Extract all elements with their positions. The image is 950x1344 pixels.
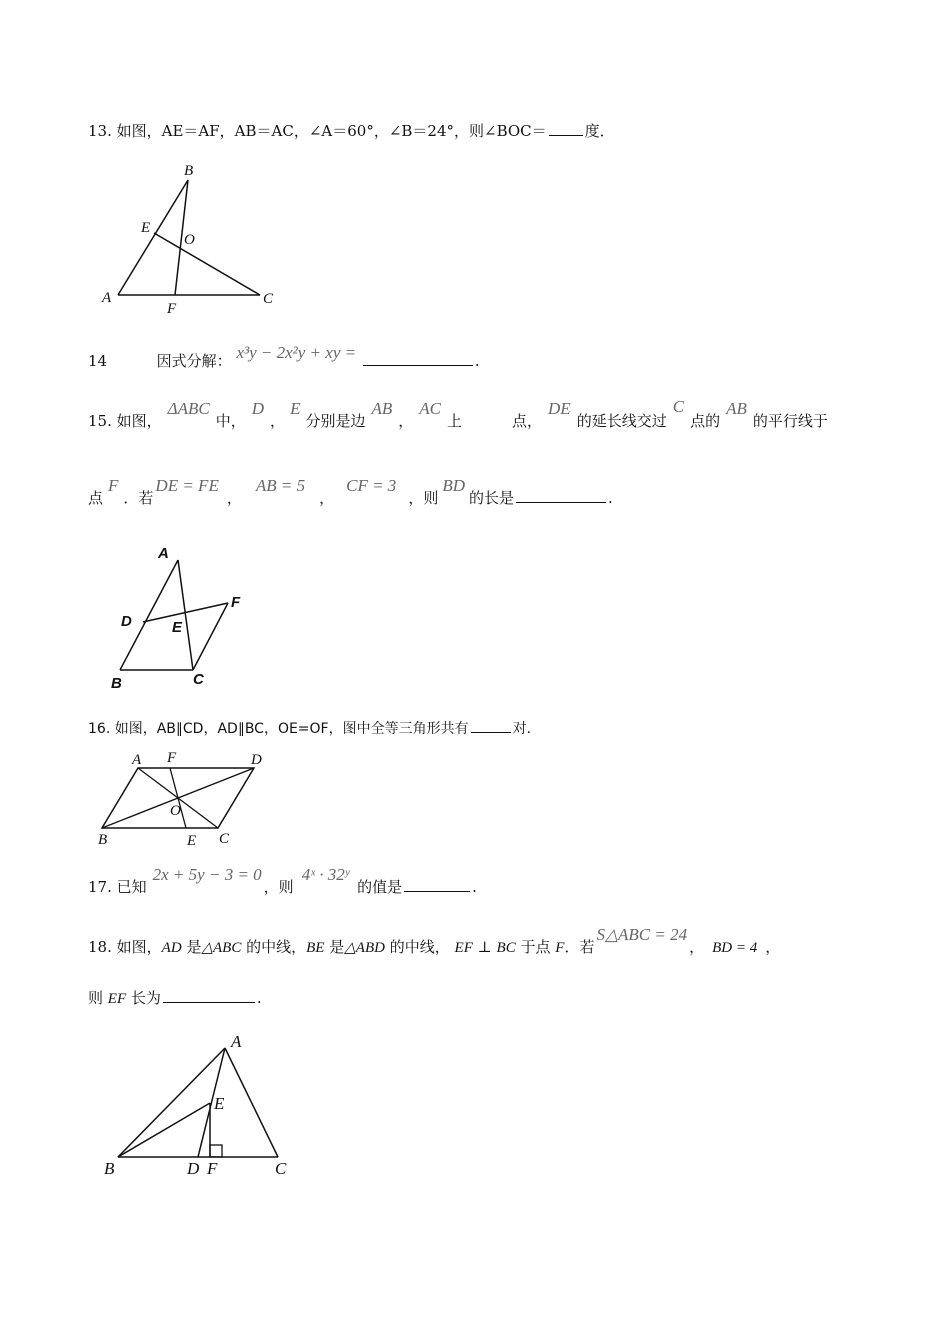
q14-body: 因式分解：: [156, 352, 232, 370]
q15-text-5: ，: [398, 412, 414, 430]
q17-suffix: .: [472, 878, 477, 896]
q15-text-11: 点: [88, 489, 104, 507]
q15-math-abc: ΔABC: [167, 399, 210, 418]
q15-label-d: D: [121, 613, 132, 630]
q13-body: 如图，AE＝AF，AB＝AC，∠A＝60°，∠B＝24°，则∠BOC＝: [116, 122, 547, 140]
q15-number: 15.: [88, 412, 112, 430]
q15-text-14: ，: [319, 489, 335, 507]
q16-label-e: E: [187, 833, 197, 849]
q15-text-13: ，: [226, 489, 242, 507]
q17-math-expression: 4ˣ · 32ʸ: [301, 865, 350, 884]
q16-body: 如图，AB∥CD，AD∥BC，OE=OF，图中全等三角形共有: [114, 721, 469, 737]
q18-bd: BD = 4: [712, 940, 758, 956]
q18-text-1: 如图，: [116, 938, 162, 956]
q13-label-e: E: [141, 220, 151, 236]
q15-math-ab5: AB = 5: [255, 476, 306, 495]
q15-math-c: C: [672, 397, 685, 416]
q17-text-3: 的值是: [357, 878, 403, 896]
q18-math-area: S△ABC = 24: [596, 925, 688, 944]
q18-tri-abd: △ABD: [344, 940, 385, 956]
q16-label-c: C: [219, 831, 230, 847]
q18-text-2: 是: [186, 938, 202, 956]
q15-label-a: A: [158, 545, 169, 562]
q18-label-b: B: [104, 1159, 115, 1178]
q18-text-9: ，: [765, 938, 781, 956]
q14-number: 14: [88, 352, 108, 370]
q15-text-10: 的平行线于: [752, 412, 828, 430]
q15-math-f: F: [108, 476, 119, 495]
q13-suffix: 度．: [584, 122, 615, 140]
q16-label-b: B: [98, 832, 108, 848]
q15-math-de-fe: DE = FE: [155, 476, 219, 495]
q16-label-f: F: [167, 750, 177, 766]
q17-math-equation: 2x + 5y − 3 = 0: [152, 865, 262, 884]
q15-math-d: D: [251, 399, 265, 418]
q16-label-d: D: [251, 752, 262, 768]
q15-text-6: 上: [447, 412, 463, 430]
q15-label-b: B: [111, 675, 122, 692]
q14-expression: x³y − 2x²y + xy =: [236, 343, 357, 362]
q13-label-f: F: [167, 301, 177, 317]
q15-text-4: 分别是边: [305, 412, 366, 430]
q15-math-e: E: [290, 399, 301, 418]
q18-perp: ⊥: [477, 938, 492, 956]
q18-ef: EF: [454, 940, 473, 956]
q15-math-ab: AB: [371, 399, 393, 418]
q15-label-c: C: [193, 671, 204, 688]
q18-text-6: 于点: [520, 938, 551, 956]
q18-be: BE: [306, 940, 325, 956]
q15-math-de: DE: [548, 399, 571, 418]
q15-math-ac: AC: [419, 399, 441, 418]
q16-number: 16.: [88, 721, 111, 737]
q17-text-1: 已知: [116, 878, 147, 896]
q18-ad: AD: [161, 940, 182, 956]
q15-math-bd: BD: [442, 476, 465, 495]
q16-suffix: 对.: [512, 721, 532, 737]
q14-suffix: .: [474, 352, 480, 370]
q15-text-3: ，: [270, 412, 286, 430]
q18-bc: BC: [496, 940, 516, 956]
q18-label-c: C: [275, 1159, 287, 1178]
q15-text-16: 的长是: [469, 489, 515, 507]
q17-text-2: ，则: [263, 878, 294, 896]
q18-label-f: F: [207, 1159, 218, 1178]
q15-text-1: 如图，: [116, 412, 162, 430]
q13-label-b: B: [184, 163, 194, 179]
q18-suffix: .: [256, 989, 262, 1007]
q18-ef-2: EF: [107, 991, 127, 1007]
q15-text-7: 点，: [512, 412, 543, 430]
q13-label-a: A: [102, 290, 112, 306]
q13-label-o: O: [184, 232, 195, 248]
q16-label-a: A: [132, 752, 142, 768]
q15-text-15: ，则: [408, 489, 439, 507]
q15-text-8: 的延长线交过: [576, 412, 667, 430]
q18-text-10: 则: [88, 989, 104, 1007]
q15-text-12: ．若: [123, 489, 154, 507]
q15-text-9: 点的: [690, 412, 721, 430]
q15-math-cf3: CF = 3: [346, 476, 397, 495]
q18-text-5: 的中线，: [389, 938, 450, 956]
q15-text-2: 中，: [215, 412, 246, 430]
q18-text-7: ．若: [564, 938, 595, 956]
q18-tri-abc: △ABC: [201, 940, 242, 956]
q18-text-3: 的中线，: [246, 938, 307, 956]
q13-label-c: C: [263, 291, 274, 307]
q18-f: F: [555, 940, 565, 956]
q18-label-e: E: [214, 1094, 225, 1113]
q18-text-8: ，: [689, 938, 705, 956]
q18-number: 18.: [88, 938, 112, 956]
q18-text-11: 长为: [130, 989, 161, 1007]
q15-label-e: E: [172, 619, 183, 636]
q18-label-a: A: [231, 1032, 242, 1051]
q15-label-f: F: [231, 594, 241, 611]
q15-math-ab2: AB: [726, 399, 747, 418]
q18-label-d: D: [187, 1159, 200, 1178]
q15-suffix: .: [608, 489, 613, 507]
q16-label-o: O: [170, 803, 181, 819]
q17-number: 17.: [88, 878, 112, 896]
q18-text-4: 是: [329, 938, 345, 956]
q13-number: 13.: [88, 122, 112, 140]
